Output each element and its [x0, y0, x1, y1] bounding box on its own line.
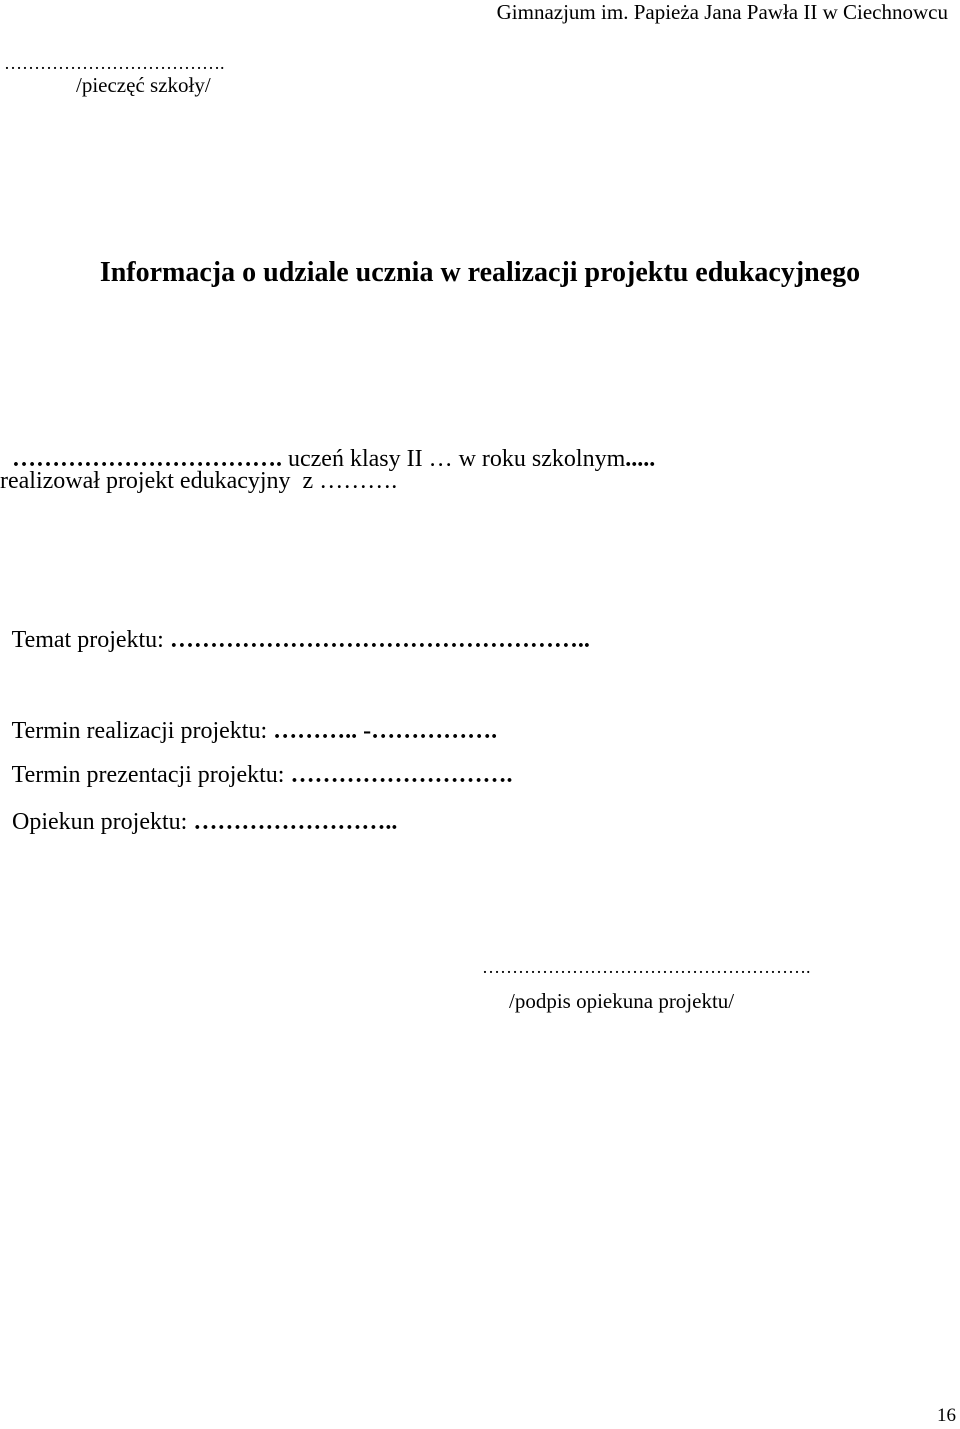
- presentation-field: ……………………….: [290, 762, 513, 788]
- subject-line: realizował projekt edukacyjny z ……….: [0, 468, 398, 494]
- school-stamp-line: ……………………………….: [4, 53, 225, 73]
- supervisor-label: Opiekun projektu:: [12, 809, 194, 835]
- supervisor-field: ……………………..: [193, 809, 398, 835]
- realization-label: Termin realizacji projektu:: [11, 718, 274, 744]
- signature-label: /podpis opiekuna projektu/: [509, 989, 735, 1013]
- presentation-label: Termin prezentacji projektu:: [11, 762, 291, 788]
- realization-field: ……….. -…………….: [273, 718, 498, 744]
- school-stamp-label: /pieczęć szkoły/: [76, 73, 211, 97]
- topic-label: Temat projektu:: [11, 627, 170, 653]
- document-title: Informacja o udziale ucznia w realizacji projektu edukacyjnego: [99, 257, 861, 288]
- student-class-text: uczeń klasy II … w roku szkolnym: [282, 446, 626, 472]
- student-line: [0, 423, 655, 471]
- signature-line: ……………………………………………….: [482, 957, 811, 977]
- supervisor-line: [0, 786, 397, 834]
- topic-field: ……………………………………………..: [169, 627, 590, 653]
- student-name-field: …………………………….: [12, 446, 282, 472]
- school-header: Gimnazjum im. Papieża Jana Pawła II w Ciechnowcu: [496, 0, 948, 24]
- school-year-field: .....: [625, 446, 656, 472]
- topic-line: [0, 604, 590, 652]
- presentation-line: [0, 739, 512, 787]
- page-number: 16: [937, 1405, 956, 1426]
- realization-line: [0, 695, 497, 743]
